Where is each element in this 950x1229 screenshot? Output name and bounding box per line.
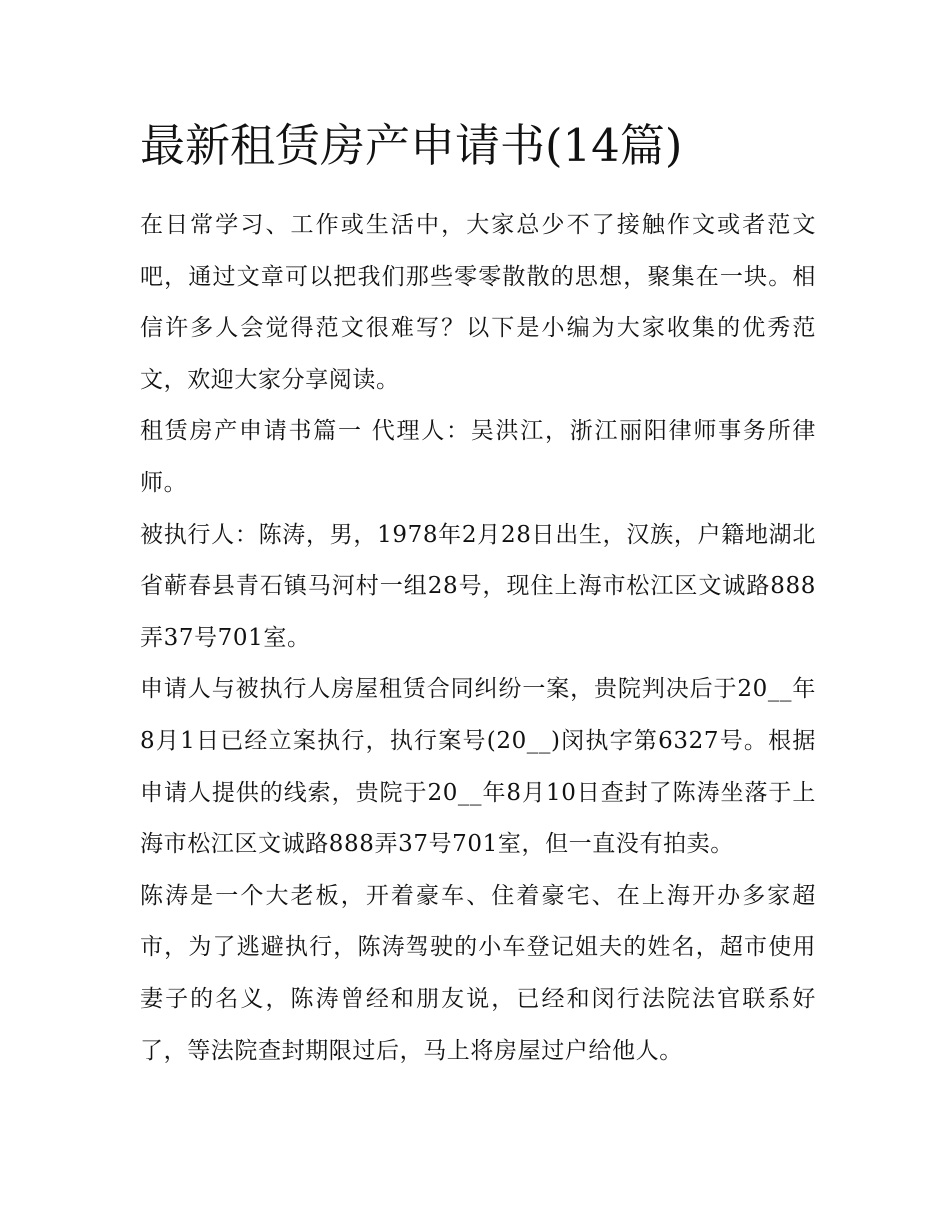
facts-paragraph: 陈涛是一个大老板，开着豪车、住着豪宅、在上海开办多家超市，为了逃避执行，陈涛驾驶的小车登记姐夫的姓名，超市使用妻子的名义，陈涛曾经和朋友说，已经和闵行法院法官联系好了，等法院查封期限过后，马上将房屋过户给他人。 (140, 882, 816, 1064)
case-paragraph: 申请人与被执行人房屋租赁合同纠纷一案，贵院判决后于20__年8月1日已经立案执行，执行案号(20__)闵执字第6327号。根据申请人提供的线索，贵院于20__年8月10日查封了陈涛坐落于上海市松江区文诚路888弄37号701室，但一直没有拍卖。 (140, 676, 816, 858)
document-body (140, 113, 816, 1077)
intro-paragraph: 在日常学习、工作或生活中，大家总少不了接触作文或者范文吧，通过文章可以把我们那些零零散散的思想，聚集在一块。相信许多人会觉得范文很难写？以下是小编为大家收集的优秀范文，欢迎大家分享阅读。 (140, 212, 816, 393)
agent-paragraph: 租赁房产申请书篇一 代理人：吴洪江，浙江丽阳律师事务所律师。 (140, 418, 816, 496)
document-title: 最新租赁房产申请书(14篇) (140, 119, 683, 172)
respondent-paragraph: 被执行人：陈涛，男，1978年2月28日出生，汉族，户籍地湖北省蕲春县青石镇马河村一组28号，现住上海市松江区文诚路888弄37号701室。 (140, 521, 816, 651)
